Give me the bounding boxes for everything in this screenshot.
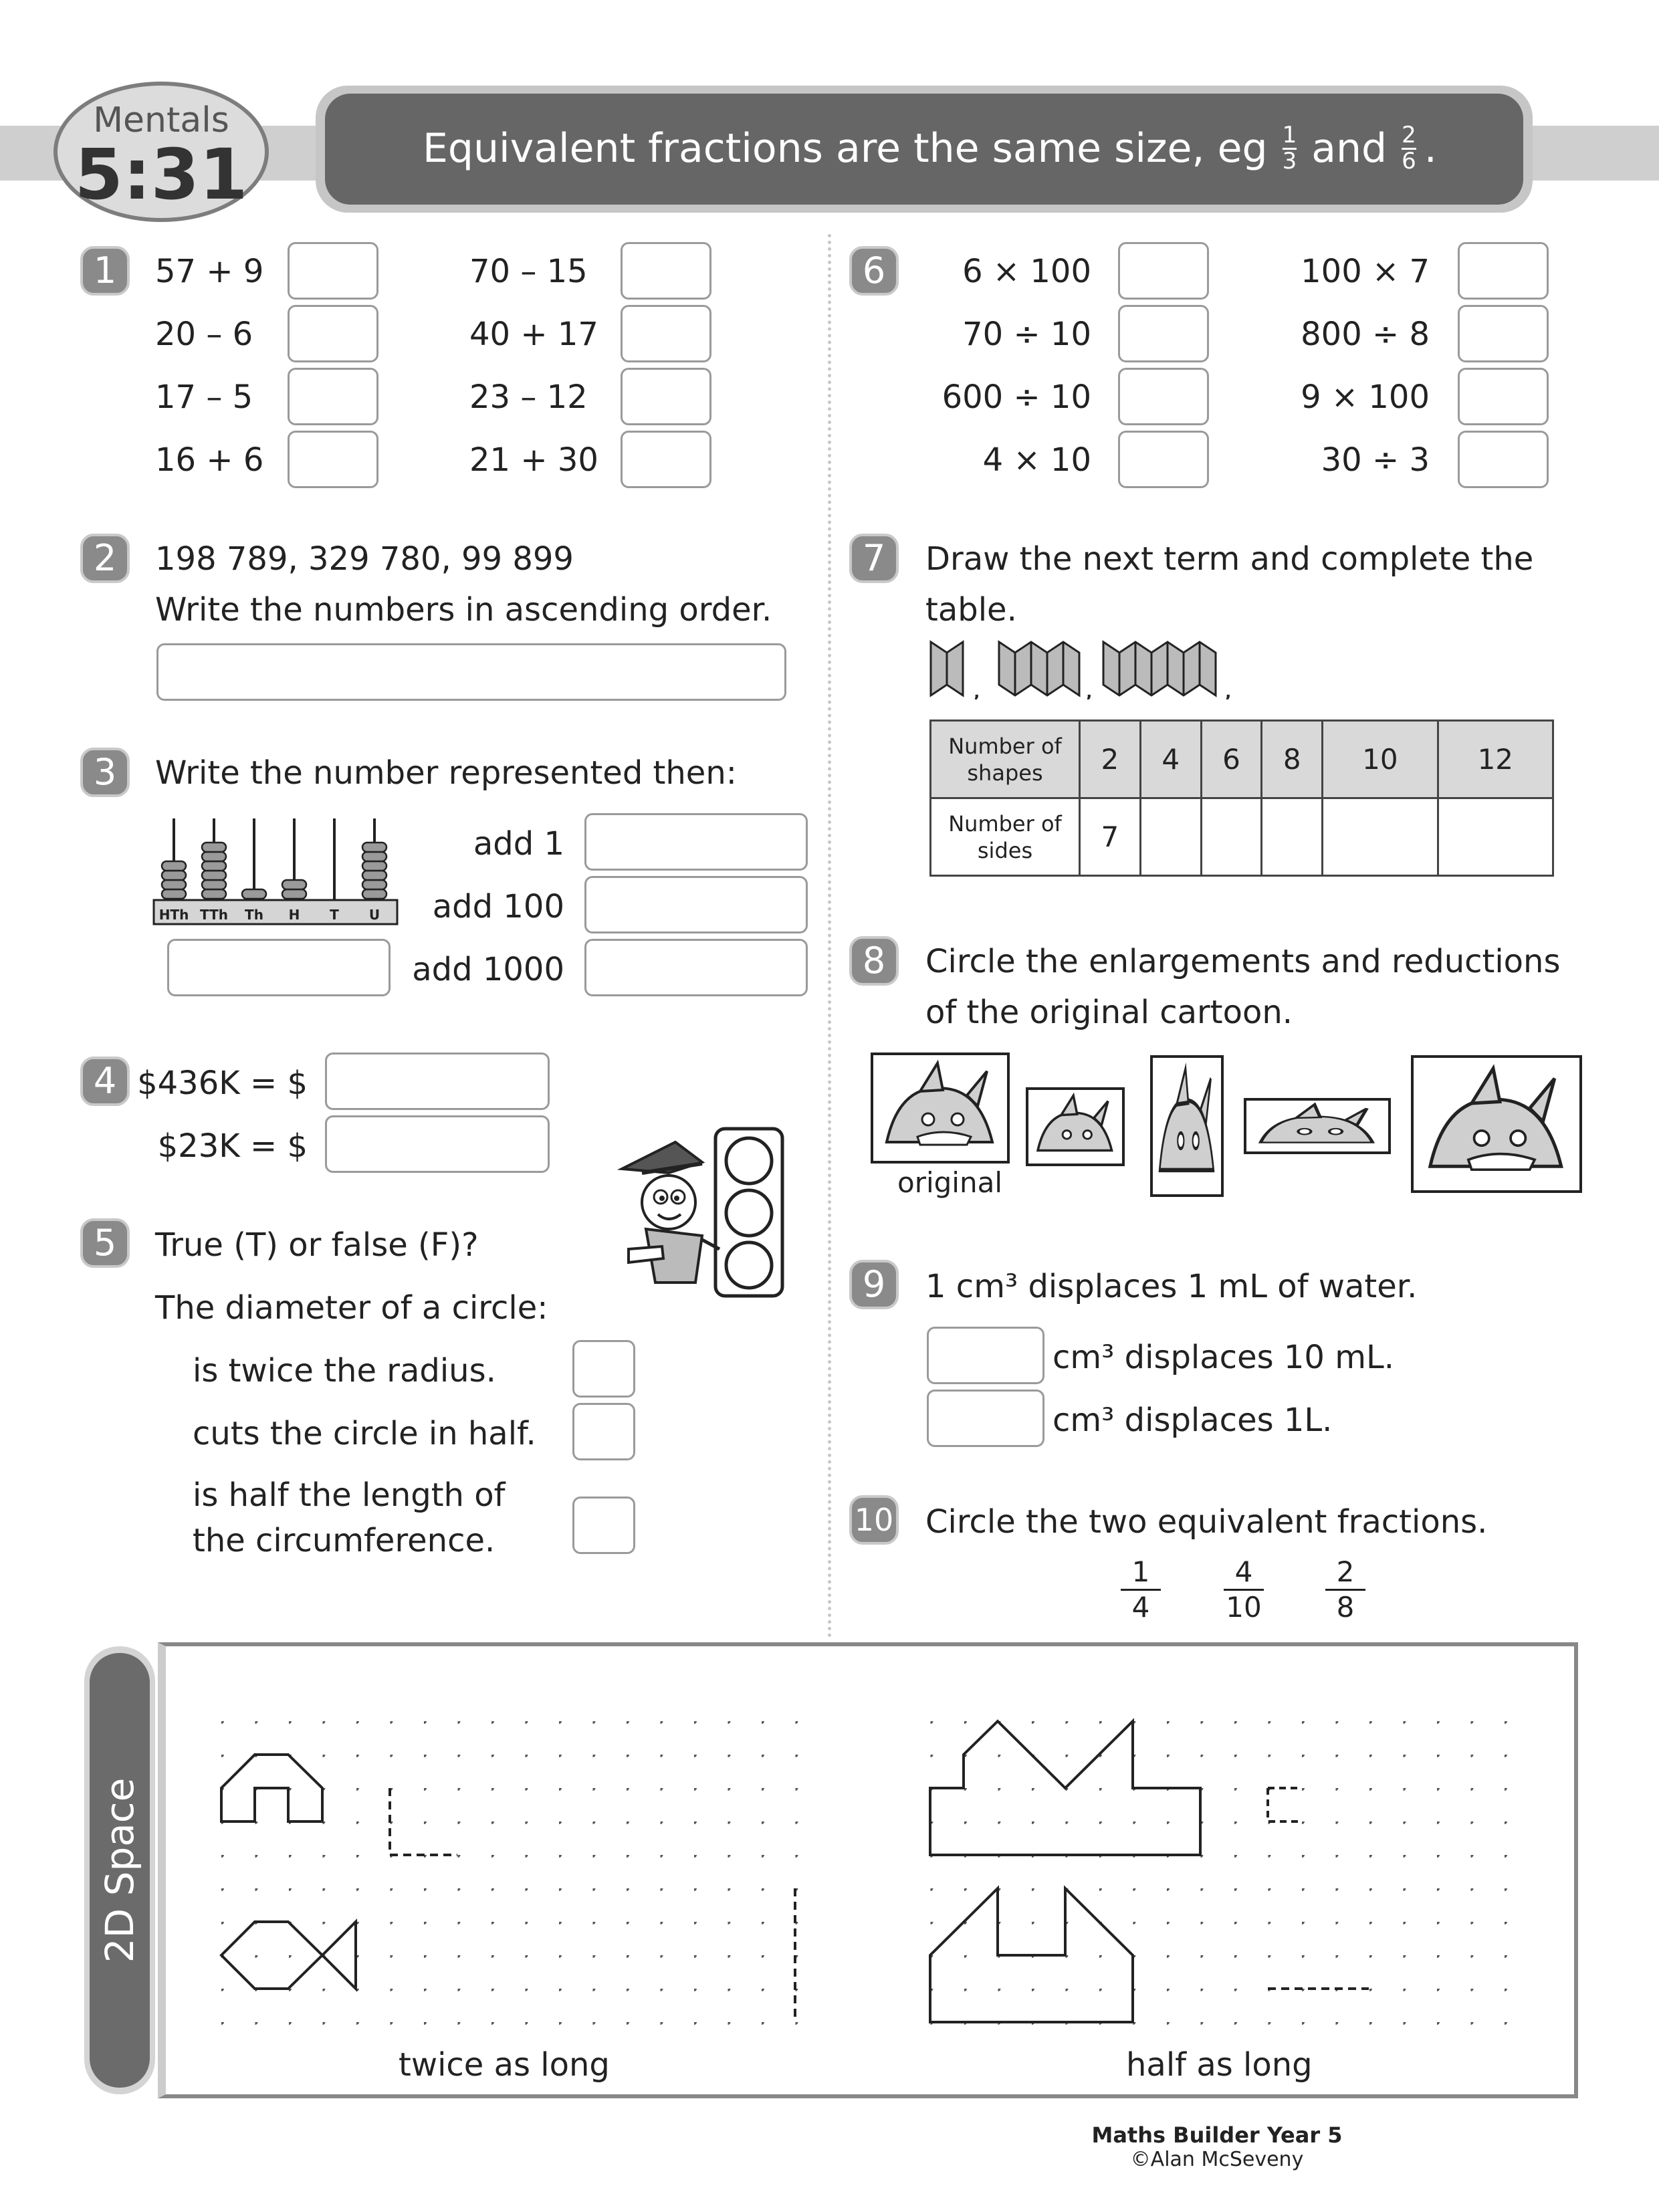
q6-expr-3: 600 ÷ 10 xyxy=(942,378,1091,416)
abacus-label-t: T xyxy=(330,907,339,923)
q6-answer-box-3[interactable] xyxy=(1118,368,1209,425)
q6-answer-box-5[interactable] xyxy=(1458,242,1549,300)
q4-line-2: $23K = $ xyxy=(157,1127,308,1165)
q5-statement-3a: is half the length of xyxy=(193,1476,506,1514)
q1-expr-4: 16 + 6 xyxy=(155,441,264,479)
cartoon-character-traffic-light-icon xyxy=(602,1115,789,1303)
q8-original-label: original xyxy=(897,1166,1002,1199)
space-tab-label: 2D Space xyxy=(97,1777,142,1963)
q7-instruction-2: table. xyxy=(925,591,1017,629)
q5-answer-box-2[interactable] xyxy=(572,1403,635,1460)
question-number-4: 4 xyxy=(80,1057,130,1106)
question-number-10: 10 xyxy=(849,1495,899,1545)
shark-enlargement-image[interactable] xyxy=(1411,1055,1582,1193)
q7-shapes-cell: 12 xyxy=(1438,721,1553,798)
q6-expr-8: 30 ÷ 3 xyxy=(1321,441,1430,479)
q10-fraction-4-10[interactable]: $\frac{4}{10}$ xyxy=(1224,1558,1264,1622)
q7-table-row-shapes xyxy=(931,721,1553,798)
banner-fraction-2: 2 6 xyxy=(1402,121,1416,175)
shark-stretched-tall-image[interactable] xyxy=(1150,1055,1224,1197)
q6-expr-1: 6 × 100 xyxy=(962,253,1091,290)
abacus-label-h: H xyxy=(288,907,300,923)
q7-table-row-sides xyxy=(931,798,1553,876)
q6-expr-2: 70 ÷ 10 xyxy=(962,316,1091,353)
abacus-label-hth: HTh xyxy=(158,907,189,923)
header-side-bar-right xyxy=(1531,126,1659,181)
q3-answer-box-add-100[interactable] xyxy=(584,876,808,933)
q8-instruction-1: Circle the enlargements and reductions xyxy=(925,943,1561,980)
q6-expr-7: 9 × 100 xyxy=(1301,378,1430,416)
q7-row-label-shapes: Number of shapes xyxy=(931,721,1080,798)
q6-expr-5: 100 × 7 xyxy=(1301,253,1430,290)
q3-add-1000: add 1000 xyxy=(412,951,564,988)
svg-text:,: , xyxy=(972,674,981,699)
q2-instruction: Write the numbers in ascending order. xyxy=(155,591,772,629)
footer-title: Maths Builder Year 5 xyxy=(1091,2122,1343,2148)
q1-answer-box-6[interactable] xyxy=(621,305,711,362)
q7-shapes-cell: 8 xyxy=(1262,721,1323,798)
q1-answer-box-7[interactable] xyxy=(621,368,711,425)
q1-expr-8: 21 + 30 xyxy=(469,441,598,479)
q1-answer-box-2[interactable] xyxy=(288,305,378,362)
q5-statement-2: cuts the circle in half. xyxy=(193,1415,536,1452)
shark-original-image xyxy=(871,1053,1010,1164)
column-divider xyxy=(828,234,831,1638)
q10-instruction: Circle the two equivalent fractions. xyxy=(925,1503,1488,1541)
space-panel xyxy=(158,1642,1578,2098)
q3-answer-box-add-1[interactable] xyxy=(584,813,808,871)
q7-row-label-sides: Number of sides xyxy=(931,798,1080,876)
q9-line-2: cm³ displaces 1L. xyxy=(1053,1402,1333,1439)
q3-answer-box-number[interactable] xyxy=(167,939,391,996)
abacus-label-th: Th xyxy=(245,907,263,923)
q7-shapes-cell: 2 xyxy=(1080,721,1141,798)
q5-statement-3b: the circumference. xyxy=(193,1522,495,1559)
q10-fraction-1-4[interactable]: $\frac{1}{4}$ xyxy=(1121,1558,1161,1622)
title-banner xyxy=(316,86,1533,213)
q1-answer-box-8[interactable] xyxy=(621,431,711,488)
q1-answer-box-4[interactable] xyxy=(288,431,378,488)
space-caption-right: half as long xyxy=(1126,2046,1313,2084)
svg-text:,: , xyxy=(1085,674,1093,699)
question-number-5: 5 xyxy=(80,1218,130,1268)
shark-stretched-wide-image[interactable] xyxy=(1244,1098,1391,1154)
q7-sides-input[interactable] xyxy=(1140,798,1201,876)
q1-answer-box-1[interactable] xyxy=(288,242,378,300)
q1-expr-2: 20 – 6 xyxy=(155,316,253,353)
q1-expr-5: 70 – 15 xyxy=(469,253,588,290)
q7-sides-input[interactable] xyxy=(1262,798,1323,876)
space-tab xyxy=(84,1646,155,2094)
question-number-8: 8 xyxy=(849,936,899,986)
q6-answer-box-2[interactable] xyxy=(1118,305,1209,362)
q2-numbers: 198 789, 329 780, 99 899 xyxy=(155,540,574,578)
q4-answer-box-1[interactable] xyxy=(325,1053,550,1110)
q6-answer-box-4[interactable] xyxy=(1118,431,1209,488)
question-number-3: 3 xyxy=(80,748,130,797)
mentals-number: 5:31 xyxy=(74,134,248,215)
mentals-badge xyxy=(53,82,269,222)
q3-instruction: Write the number represented then: xyxy=(155,754,737,792)
q10-fraction-2-8[interactable]: $\frac{2}{8}$ xyxy=(1325,1558,1365,1622)
question-number-6: 6 xyxy=(849,246,899,296)
q6-expr-6: 800 ÷ 8 xyxy=(1301,316,1430,353)
banner-fraction-1: 1 3 xyxy=(1282,121,1297,175)
q8-instruction-2: of the original cartoon. xyxy=(925,994,1293,1031)
q1-expr-3: 17 – 5 xyxy=(155,378,253,416)
q7-sides-input[interactable] xyxy=(1438,798,1553,876)
banner-text: Equivalent fractions are the same size, eg xyxy=(423,125,1268,172)
q1-expr-1: 57 + 9 xyxy=(155,253,264,290)
q7-pattern-shapes xyxy=(928,639,1249,699)
mentals-label: Mentals xyxy=(93,100,229,140)
q6-answer-box-6[interactable] xyxy=(1458,305,1549,362)
q7-sides-input[interactable] xyxy=(1323,798,1438,876)
q7-shapes-cell: 6 xyxy=(1201,721,1262,798)
q4-line-1: $436K = $ xyxy=(137,1065,308,1102)
banner-and: and xyxy=(1311,125,1388,172)
q1-expr-6: 40 + 17 xyxy=(469,316,598,353)
q9-statement: 1 cm³ displaces 1 mL of water. xyxy=(925,1268,1418,1305)
q3-answer-box-add-1000[interactable] xyxy=(584,939,808,996)
q5-statement-1: is twice the radius. xyxy=(193,1352,496,1390)
question-number-7: 7 xyxy=(849,534,899,583)
q5-stem: The diameter of a circle: xyxy=(155,1289,548,1327)
q9-answer-box-1[interactable] xyxy=(927,1327,1044,1384)
q1-expr-7: 23 – 12 xyxy=(469,378,588,416)
q6-answer-box-7[interactable] xyxy=(1458,368,1549,425)
q1-answer-box-5[interactable] xyxy=(621,242,711,300)
q1-answer-box-3[interactable] xyxy=(288,368,378,425)
q6-expr-4: 4 × 10 xyxy=(982,441,1091,479)
q5-answer-box-1[interactable] xyxy=(572,1340,635,1398)
q7-table xyxy=(929,720,1554,877)
q6-answer-box-8[interactable] xyxy=(1458,431,1549,488)
q3-add-100: add 100 xyxy=(432,888,564,925)
svg-text:,: , xyxy=(1224,674,1232,699)
question-number-9: 9 xyxy=(849,1260,899,1309)
q3-add-1: add 1 xyxy=(473,825,564,863)
q2-answer-box[interactable] xyxy=(156,643,786,701)
q7-shapes-cell: 10 xyxy=(1323,721,1438,798)
question-number-1: 1 xyxy=(80,246,130,296)
q5-question: True (T) or false (F)? xyxy=(155,1226,479,1264)
q4-answer-box-2[interactable] xyxy=(325,1115,550,1173)
abacus-label-u: U xyxy=(368,907,380,923)
banner-period: . xyxy=(1424,125,1437,172)
space-caption-left: twice as long xyxy=(399,2046,610,2084)
q7-shapes-cell: 4 xyxy=(1140,721,1201,798)
q9-answer-box-2[interactable] xyxy=(927,1390,1044,1447)
q6-answer-box-1[interactable] xyxy=(1118,242,1209,300)
footer-copyright: ©Alan McSeveny xyxy=(1130,2148,1304,2171)
abacus-label-tth: TTh xyxy=(200,907,228,923)
q7-sides-cell: 7 xyxy=(1080,798,1141,876)
q7-sides-input[interactable] xyxy=(1201,798,1262,876)
q7-instruction-1: Draw the next term and complete the xyxy=(925,540,1534,578)
abacus xyxy=(152,809,400,927)
q5-answer-box-3[interactable] xyxy=(572,1497,635,1554)
question-number-2: 2 xyxy=(80,534,130,583)
q9-line-1: cm³ displaces 10 mL. xyxy=(1053,1339,1394,1376)
shark-reduction-image[interactable] xyxy=(1026,1087,1125,1166)
